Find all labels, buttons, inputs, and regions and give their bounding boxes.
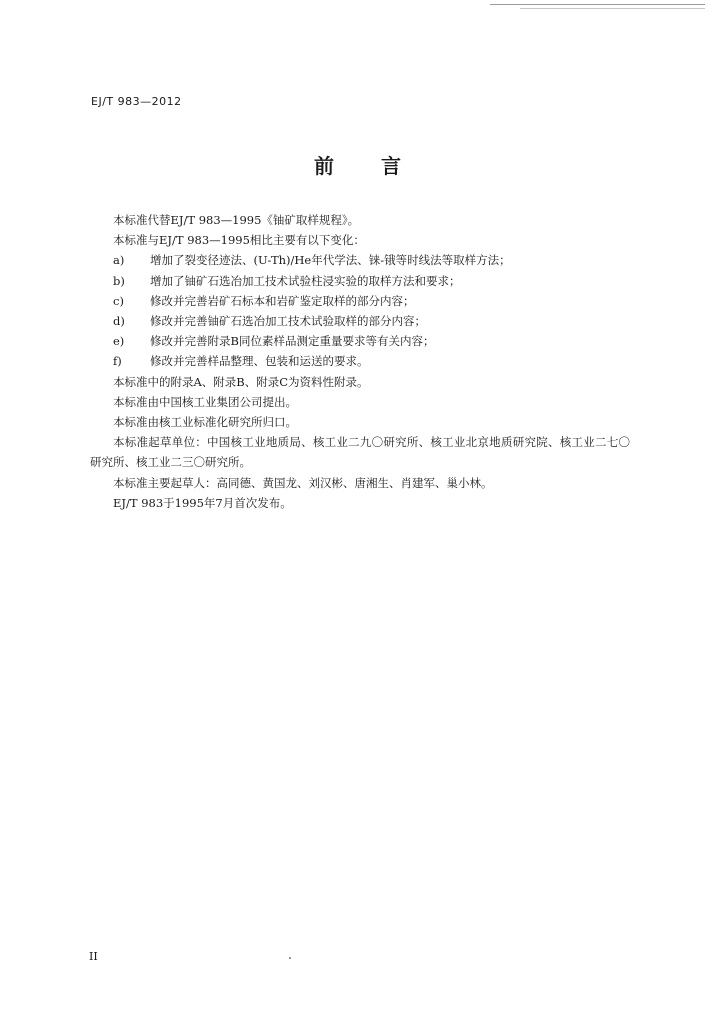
list-item: [90, 291, 630, 311]
paragraph-first-release: EJ/T 983于1995年7月首次发布。: [113, 495, 292, 510]
paragraph-drafting-units: 本标准起草单位：中国核工业地质局、核工业二九〇研究所、核工业北京地质研究院、核工业二七〇研究所、核工业二三〇研究所。: [90, 435, 630, 470]
top-rule-line-secondary: [520, 8, 705, 9]
paragraph-replaces: 本标准代替EJ/T 983—1995《铀矿取样规程》。: [113, 213, 360, 227]
list-item-text: 增加了铀矿石选冶加工技术试验柱浸实验的取样方法和要求；: [150, 273, 461, 288]
list-item-label: a): [113, 253, 125, 268]
paragraph-changes-intro: 本标准与EJ/T 983—1995相比主要有以下变化：: [113, 233, 365, 248]
list-item: [90, 311, 630, 331]
list-item: [90, 331, 630, 351]
list-item: [90, 351, 630, 371]
list-item-text: 修改并完善岩矿石标本和岩矿鉴定取样的部分内容；: [150, 293, 415, 308]
top-rule-line: [490, 4, 705, 5]
list-item-text: 增加了裂变径迹法、(U-Th)/He年代学法、铼-锇等时线法等取样方法；: [150, 253, 511, 268]
page-title: 前 言: [314, 154, 421, 178]
list-item-text: 修改并完善附录B同位素样品测定重量要求等有关内容；: [150, 334, 435, 349]
page-number: II: [89, 950, 98, 963]
list-item-text: 修改并完善铀矿石选冶加工技术试验取样的部分内容；: [150, 314, 426, 329]
list-item-label: d): [113, 314, 125, 329]
paragraph-proposer: 本标准由中国核工业集团公司提出。: [113, 394, 297, 409]
foreword-body: [90, 210, 630, 513]
list-item-text: 修改并完善样品整理、包装和运送的要求。: [150, 354, 369, 369]
paragraph-centralizer: 本标准由核工业标准化研究所归口。: [113, 415, 297, 430]
list-item-label: f): [113, 354, 122, 369]
list-item-label: c): [113, 293, 124, 308]
list-item: [90, 271, 630, 291]
scan-speck: [289, 957, 291, 959]
standard-code: EJ/T 983—2012: [91, 95, 182, 108]
list-item-label: b): [113, 273, 125, 288]
paragraph-drafters: 本标准主要起草人：高同德、黄国龙、刘汉彬、唐湘生、肖建军、巢小林。: [113, 475, 493, 490]
list-item-label: e): [113, 334, 125, 349]
list-item: [90, 250, 630, 270]
paragraph-annexes: 本标准中的附录A、附录B、附录C为资料性附录。: [113, 374, 369, 389]
